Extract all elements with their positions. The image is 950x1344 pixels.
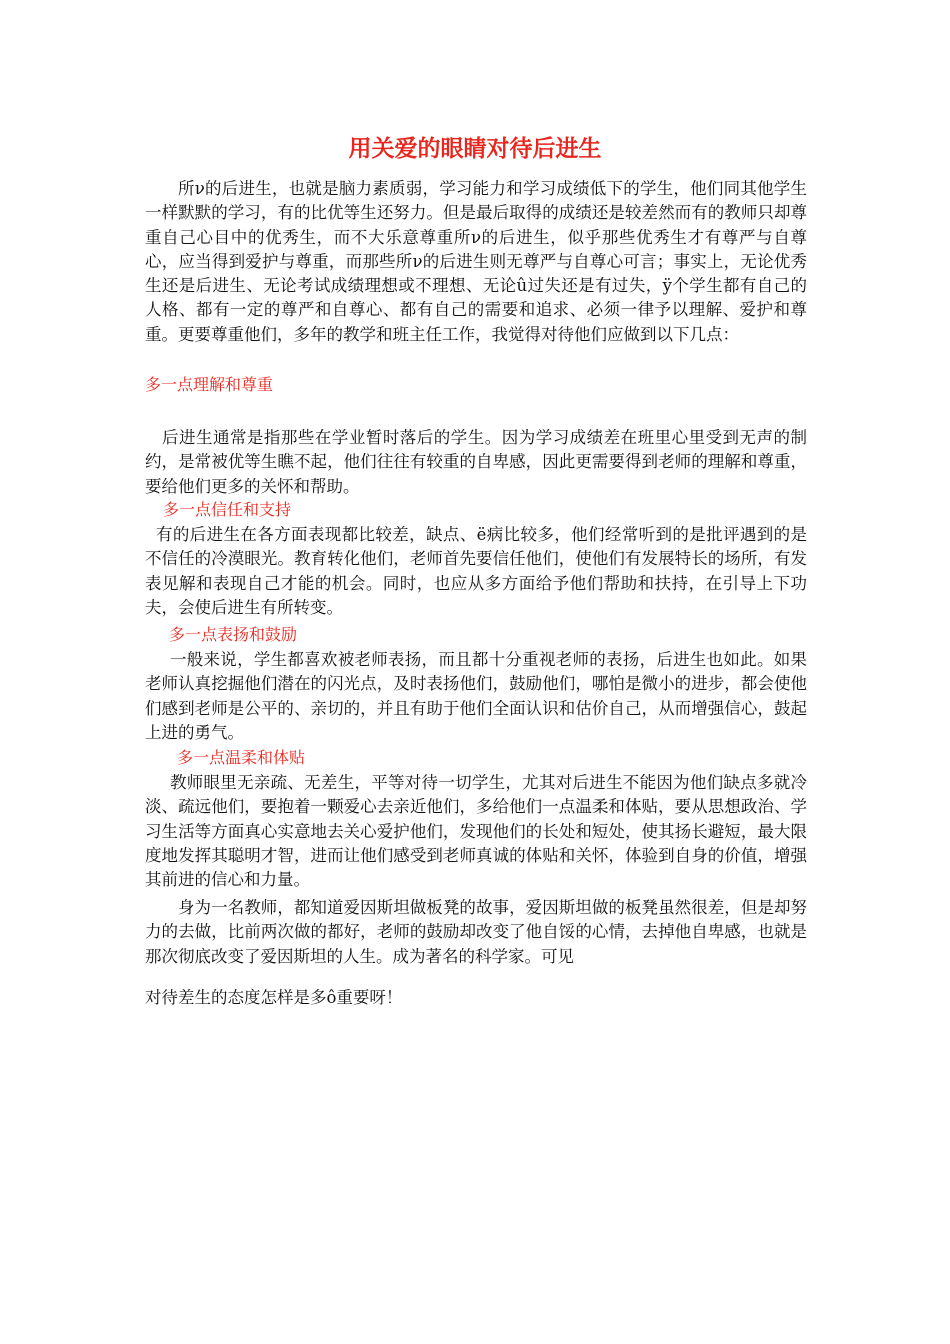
intro-paragraph: 所ν的后进生，也就是脑力素质弱，学习能力和学习成绩低下的学生，他们同其他学生一样默默的学习，有的比优等生还努力。但是最后取得的成绩还是较差然而有的教师只却尊重自己心目中的优秀生，而不大乐意尊重所ν的后进生，似乎那些优秀生才有尊严与自尊心，应当得到爱护与尊重，而那些所ν的后进生则无尊严与自尊心可言；事实上，无论优秀生还是后进生、无论考试成绩理想或不理想、无论û过失还是有过失，ÿ个学生都有自己的人格、都有一定的尊严和自尊心、都有自己的需要和追求、必须一律予以理解、爱护和尊重。更要尊重他们，多年的教学和班主任工作，我觉得对待他们应做到以下几点： bbox=[145, 179, 807, 344]
section-heading-understanding: 多一点理解和尊重 bbox=[145, 375, 274, 394]
section-heading-praise: 多一点表扬和鼓励 bbox=[169, 625, 298, 644]
section-body-understanding: 后进生通常是指那些在学业暂时落后的学生。因为学习成绩差在班里心里受到无声的制约，是常被优等生瞧不起，他们往往有较重的自卑感，因此更需要得到老师的理解和尊重，要给他们更多的关怀和帮助。 bbox=[145, 428, 807, 496]
section-heading-trust: 多一点信任和支持 bbox=[163, 500, 292, 519]
document-title: 用关爱的眼睛对待后进生 bbox=[348, 136, 602, 162]
section-body-gentleness: 教师眼里无亲疏、无差生，平等对待一切学生，尤其对后进生不能因为他们缺点多就冷淡、疏远他们，要抱着一颗爱心去亲近他们，多给他们一点温柔和体贴，要从思想政治、学习生活等方面真心实意地去关心爱护他们，发现他们的长处和短处，使其扬长避短，最大限度地发挥其聪明才智，进而让他们感受到老师真诚的体贴和关怀，体验到自身的价值，增强其前进的信心和力量。 bbox=[145, 773, 807, 890]
closing-tail: 对待差生的态度怎样是多ô重要呀！ bbox=[145, 988, 403, 1007]
section-body-trust: 有的后进生在各方面表现都比较差，缺点、ë病比较多，他们经常听到的是批评遇到的是不信任的冷漠眼光。教育转化他们，老师首先要信任他们，使他们有发展特长的场所，有发表见解和表现自己才能的机会。同时，也应从多方面给予他们帮助和扶持，在引导上下功夫，会使后进生有所转变。 bbox=[145, 525, 807, 617]
section-heading-gentleness: 多一点温柔和体贴 bbox=[177, 748, 306, 767]
section-body-praise: 一般来说，学生都喜欢被老师表扬，而且都十分重视老师的表扬，后进生也如此。如果老师认真挖掘他们潜在的闪光点，及时表扬他们，鼓励他们，哪怕是微小的进步，都会使他们感到老师是公平的、亲切的，并且有助于他们全面认识和估价自己，从而增强信心，鼓起上进的勇气。 bbox=[145, 650, 807, 742]
closing-paragraph: 身为一名教师，都知道爱因斯坦做板凳的故事，爱因斯坦做的板凳虽然很差，但是却努力的去做，比前两次做的都好，老师的鼓励却改变了他自馁的心情，去掉他自卑感，也就是那次彻底改变了爱因斯坦的人生。成为著名的科学家。可见 bbox=[145, 898, 807, 966]
